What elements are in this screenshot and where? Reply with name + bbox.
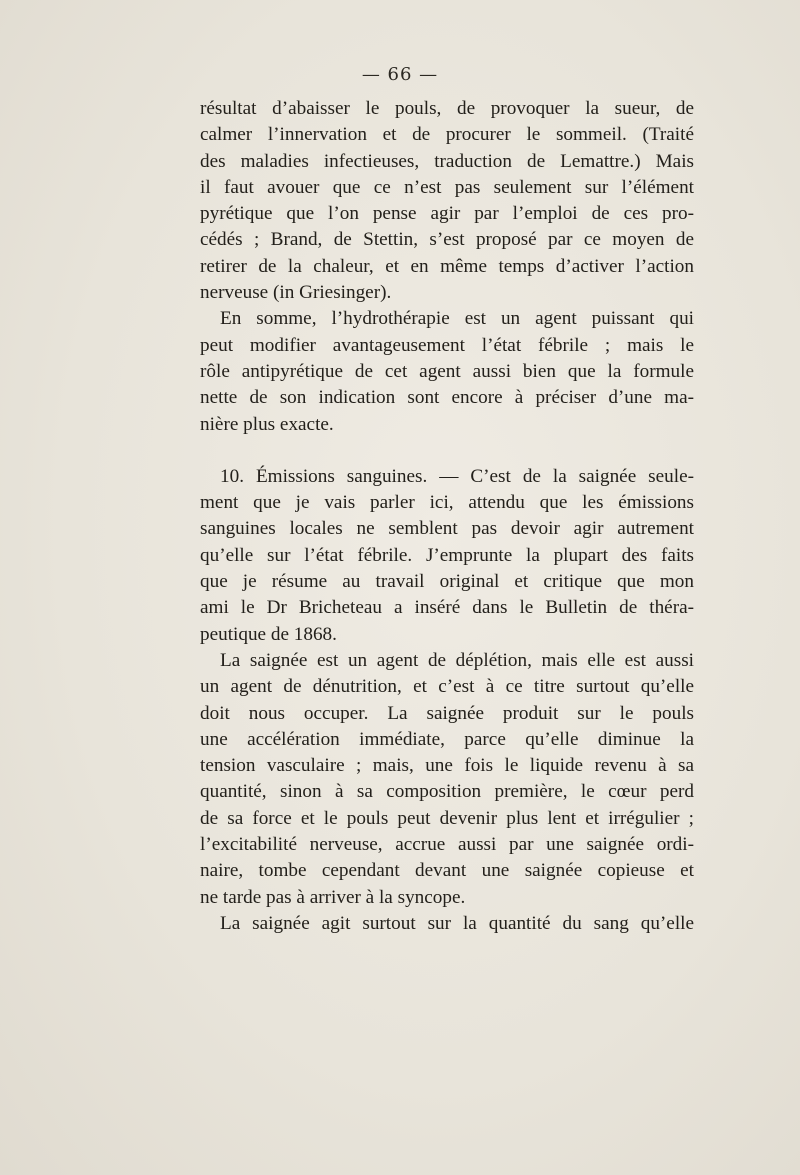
text-line: qu’elle sur l’état fébrile. J’emprunte la plupart des faits xyxy=(200,544,694,566)
page-number: — 66 — xyxy=(361,64,439,85)
text-line: quantité, sinon à sa composition première, le cœur perd xyxy=(200,781,694,803)
text-line: ami le Dr Bricheteau a inséré dans le Bulletin de théra- xyxy=(200,597,694,619)
text-line: naire, tombe cependant devant une saignée copieuse et xyxy=(200,860,694,882)
text-line: nette de son indication sont encore à préciser d’une ma- xyxy=(200,387,694,409)
paragraph xyxy=(200,306,694,437)
text-line: cédés ; Brand, de Stettin, s’est proposé par ce moyen de xyxy=(200,229,694,251)
body-text xyxy=(200,96,694,937)
text-line: retirer de la chaleur, et en même temps d’activer l’action xyxy=(200,255,694,277)
text-line: calmer l’innervation et de procurer le sommeil. (Traité xyxy=(200,124,694,146)
text-line: résultat d’abaisser le pouls, de provoquer la sueur, de xyxy=(200,98,694,119)
text-line: doit nous occuper. La saignée produit sur le pouls xyxy=(200,702,694,724)
paragraph xyxy=(200,911,694,937)
text-line: peutique de 1868. xyxy=(200,623,337,645)
text-line: 10. Émissions sanguines. — C’est de la saignée seule- xyxy=(220,465,694,487)
text-line: ne tarde pas à arriver à la syncope. xyxy=(200,886,466,908)
paragraph xyxy=(200,96,694,306)
text-line: nerveuse (in Griesinger). xyxy=(200,282,392,304)
text-line: rôle antipyrétique de cet agent aussi bien que la formule xyxy=(200,360,694,382)
text-line: un agent de dénutrition, et c’est à ce titre surtout qu’elle xyxy=(200,676,694,698)
text-line: La saignée est un agent de déplétion, mais elle est aussi xyxy=(220,649,694,671)
text-line: l’excitabilité nerveuse, accrue aussi par une saignée ordi- xyxy=(200,834,694,856)
section-gap xyxy=(200,438,694,464)
text-line: que je résume au travail original et critique que mon xyxy=(200,571,694,593)
text-line: ment que je vais parler ici, attendu que les émissions xyxy=(200,492,694,514)
text-line: pyrétique que l’on pense agir par l’emploi de ces pro- xyxy=(200,203,694,225)
text-line: une accélération immédiate, parce qu’elle diminue la xyxy=(200,728,694,750)
text-line: peut modifier avantageusement l’état fébrile ; mais le xyxy=(200,334,694,356)
paragraph xyxy=(200,648,694,911)
text-line: En somme, l’hydrothérapie est un agent puissant qui xyxy=(220,308,694,330)
text-line: La saignée agit surtout sur la quantité du sang qu’elle xyxy=(220,912,694,934)
text-line: de sa force et le pouls peut devenir plus lent et irrégulier ; xyxy=(200,807,694,829)
text-line: tension vasculaire ; mais, une fois le liquide revenu à sa xyxy=(200,755,694,777)
text-line: sanguines locales ne semblent pas devoir agir autrement xyxy=(200,518,694,540)
text-line: nière plus exacte. xyxy=(200,413,334,435)
paragraph xyxy=(200,464,694,648)
text-line: il faut avouer que ce n’est pas seulement sur l’élément xyxy=(200,176,694,198)
text-line: des maladies infectieuses, traduction de Lemattre.) Mais xyxy=(200,150,694,172)
